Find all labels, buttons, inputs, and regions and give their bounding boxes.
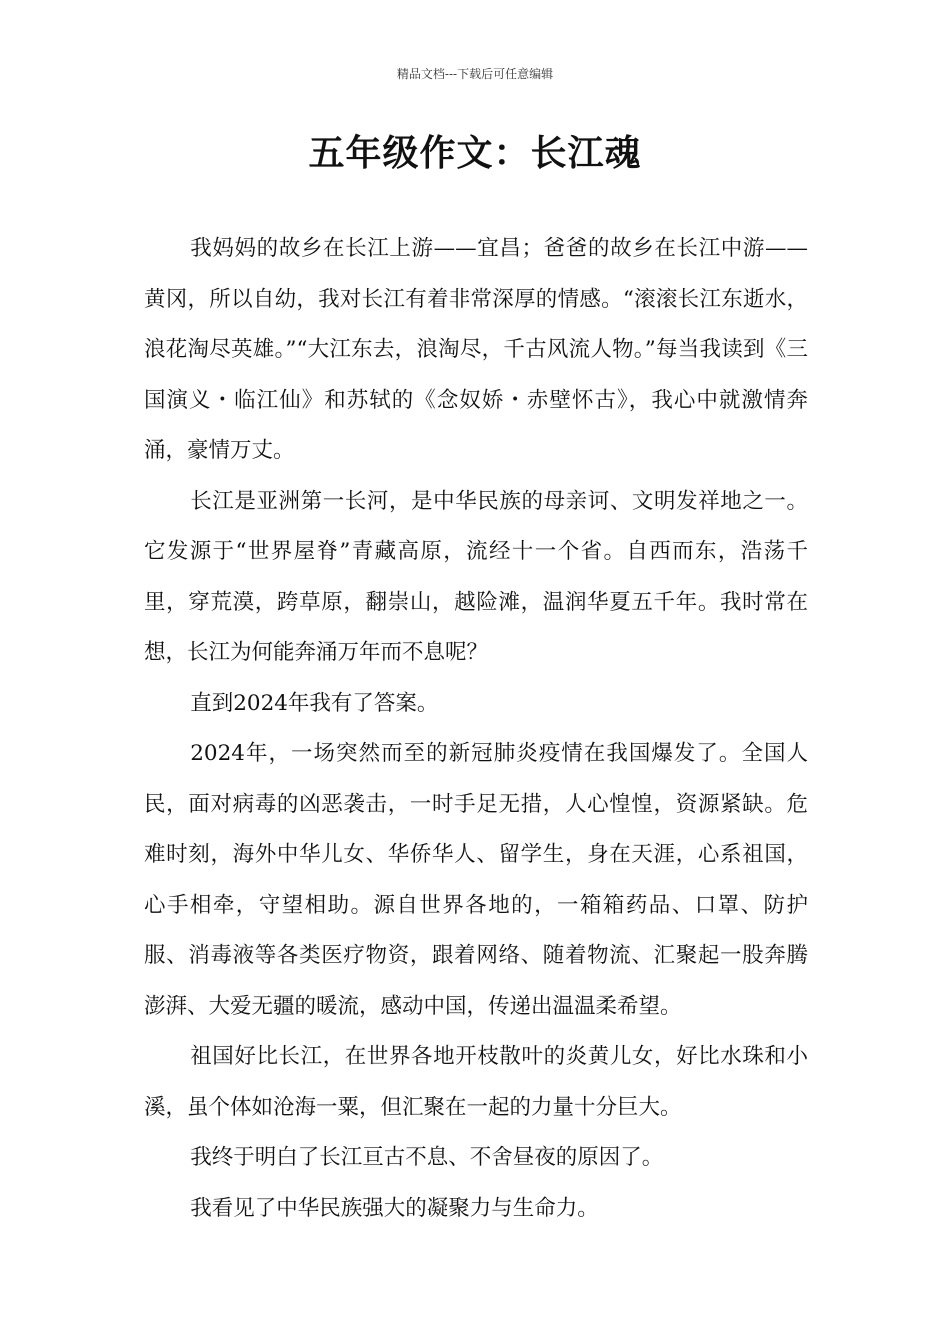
paragraph: 长江是亚洲第一长河，是中华民族的母亲诃、文明发祥地之一。它发源于“世界屋脊”青藏高原，流经十一个省。自西而东，浩荡千里，穿荒漠，跨草原，翻崇山，越险滩，温润华夏五千年。我时常在想，长江为何能奔涌万年而不息呢？ [144, 488, 808, 665]
paragraph: 祖国好比长江，在世界各地开枝散叶的炎黄儿女，好比水珠和小溪，虽个体如沧海一粟，但汇聚在一起的力量十分巨大。 [144, 1044, 808, 1120]
document-body [144, 224, 808, 1234]
paragraph: 我看见了中华民族强大的凝聚力与生命力。 [190, 1195, 599, 1221]
document-title: 五年级作文：长江魂 [308, 133, 642, 174]
paragraph: 2024年，一场突然而至的新冠肺炎疫情在我国爆发了。全国人民，面对病毒的凶恶袭击，一时手足无措，人心惶惶，资源紧缺。危难时刻，海外中华儿女、华侨华人、留学生，身在天涯，心系祖国，心手相牵，守望相助。源自世界各地的，一箱箱药品、口罩、防护服、消毒液等各类医疗物资，跟着网络、随着物流、汇聚起一股奔腾澎湃、大爱无疆的暖流，感动中国，传递出温温柔希望。 [144, 741, 808, 1019]
page-header: 精品文档---下载后可任意编辑 [396, 67, 554, 81]
paragraph: 我终于明白了长江亘古不息、不舍昼夜的原因了。 [190, 1145, 664, 1170]
paragraph: 我妈妈的故乡在长江上游——宜昌；爸爸的故乡在长江中游——黄冈，所以自幼，我对长江有着非常深厚的情感。“滚滚长江东逝水，浪花淘尽英雄。”“大江东去，浪淘尽，千古风流人物。”每当我读到《三国演义・临江仙》和苏轼的《念奴娇・赤壁怀古》，我心中就激情奔涌，豪情万丈。 [144, 236, 808, 463]
paragraph: 直到2024年我有了答案。 [190, 690, 439, 716]
